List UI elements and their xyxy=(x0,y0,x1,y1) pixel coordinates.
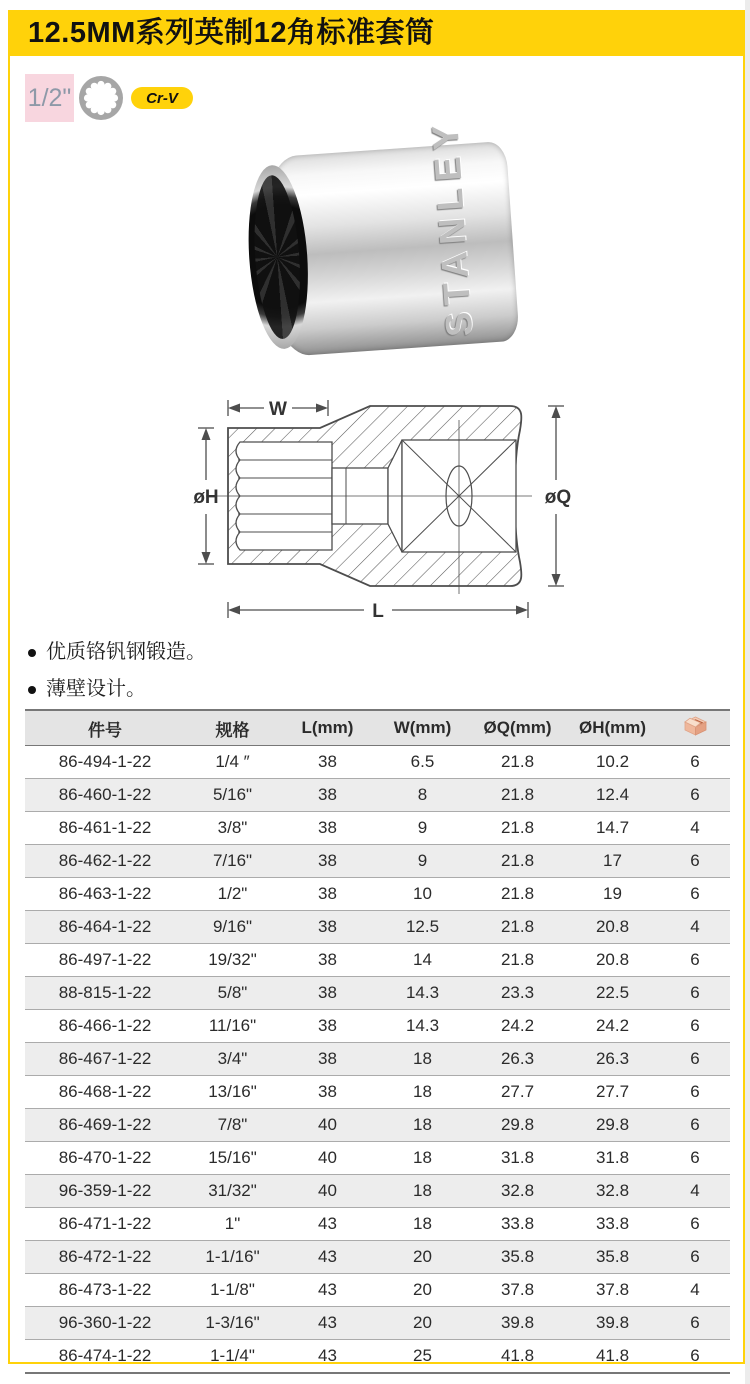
width: 18 xyxy=(375,1043,470,1076)
length: 38 xyxy=(280,878,375,911)
page-edge-strip xyxy=(745,0,750,1384)
h-diameter: 19 xyxy=(565,878,660,911)
length: 38 xyxy=(280,1010,375,1043)
q-diameter: 24.2 xyxy=(470,1010,565,1043)
part-number: 86-464-1-22 xyxy=(25,911,185,944)
part-number: 86-497-1-22 xyxy=(25,944,185,977)
width: 20 xyxy=(375,1241,470,1274)
size: 1-3/16" xyxy=(185,1307,280,1340)
table-row xyxy=(25,779,730,812)
q-diameter: 35.8 xyxy=(470,1241,565,1274)
dim-w-label: W xyxy=(269,399,287,420)
part-number: 96-360-1-22 xyxy=(25,1307,185,1340)
12-point-socket-icon xyxy=(78,75,124,121)
q-diameter: 37.8 xyxy=(470,1274,565,1307)
q-diameter: 29.8 xyxy=(470,1109,565,1142)
h-diameter: 37.8 xyxy=(565,1274,660,1307)
part-number: 86-463-1-22 xyxy=(25,878,185,911)
length: 43 xyxy=(280,1307,375,1340)
table-row xyxy=(25,1043,730,1076)
table-row xyxy=(25,746,730,779)
h-diameter: 32.8 xyxy=(565,1175,660,1208)
size: 5/8" xyxy=(185,977,280,1010)
part-number: 86-469-1-22 xyxy=(25,1109,185,1142)
h-diameter: 39.8 xyxy=(565,1307,660,1340)
header-width: W(mm) xyxy=(375,710,470,746)
h-diameter: 17 xyxy=(565,845,660,878)
drive-size-label: 1/2" xyxy=(27,83,72,112)
q-diameter: 27.7 xyxy=(470,1076,565,1109)
part-number: 86-494-1-22 xyxy=(25,746,185,779)
length: 40 xyxy=(280,1109,375,1142)
length: 38 xyxy=(280,845,375,878)
q-diameter: 39.8 xyxy=(470,1307,565,1340)
q-diameter: 33.8 xyxy=(470,1208,565,1241)
part-number: 88-815-1-22 xyxy=(25,977,185,1010)
length: 43 xyxy=(280,1340,375,1374)
dimension-diagram xyxy=(180,376,610,626)
header-length: L(mm) xyxy=(280,710,375,746)
length: 38 xyxy=(280,1043,375,1076)
table-header-row xyxy=(25,710,730,746)
dim-l-label: L xyxy=(372,601,384,622)
length: 43 xyxy=(280,1241,375,1274)
header-size: 规格 xyxy=(185,710,280,746)
table-row xyxy=(25,1307,730,1340)
q-diameter: 21.8 xyxy=(470,746,565,779)
table-row xyxy=(25,1142,730,1175)
length: 43 xyxy=(280,1274,375,1307)
width: 20 xyxy=(375,1307,470,1340)
feature-text: 优质铬钒钢锻造。 xyxy=(46,641,206,663)
pack-qty: 6 xyxy=(660,845,730,878)
size: 3/4" xyxy=(185,1043,280,1076)
h-diameter: 22.5 xyxy=(565,977,660,1010)
part-number: 86-467-1-22 xyxy=(25,1043,185,1076)
part-number: 86-471-1-22 xyxy=(25,1208,185,1241)
pack-qty: 6 xyxy=(660,1076,730,1109)
pack-qty: 6 xyxy=(660,779,730,812)
q-diameter: 31.8 xyxy=(470,1142,565,1175)
size: 3/8" xyxy=(185,812,280,845)
header-part-number: 件号 xyxy=(25,710,185,746)
part-number: 86-473-1-22 xyxy=(25,1274,185,1307)
h-diameter: 12.4 xyxy=(565,779,660,812)
table-row xyxy=(25,1175,730,1208)
pack-qty: 6 xyxy=(660,1109,730,1142)
size: 9/16" xyxy=(185,911,280,944)
h-diameter: 41.8 xyxy=(565,1340,660,1374)
product-photo xyxy=(236,116,522,363)
width: 9 xyxy=(375,845,470,878)
pack-qty: 6 xyxy=(660,1010,730,1043)
length: 40 xyxy=(280,1142,375,1175)
pack-qty: 6 xyxy=(660,944,730,977)
feature-item xyxy=(28,671,206,708)
size: 1-1/16" xyxy=(185,1241,280,1274)
table-row xyxy=(25,1109,730,1142)
size: 7/16" xyxy=(185,845,280,878)
size: 1/4 ″ xyxy=(185,746,280,779)
length: 38 xyxy=(280,911,375,944)
part-number: 86-461-1-22 xyxy=(25,812,185,845)
part-number: 86-466-1-22 xyxy=(25,1010,185,1043)
length: 38 xyxy=(280,977,375,1010)
table-row xyxy=(25,1274,730,1307)
header-q-diameter: ØQ(mm) xyxy=(470,710,565,746)
table-row xyxy=(25,977,730,1010)
header-pack-qty xyxy=(660,710,730,746)
q-diameter: 23.3 xyxy=(470,977,565,1010)
spec-table-body xyxy=(25,746,730,1374)
length: 38 xyxy=(280,779,375,812)
part-number: 86-462-1-22 xyxy=(25,845,185,878)
pack-qty: 6 xyxy=(660,977,730,1010)
width: 18 xyxy=(375,1208,470,1241)
h-diameter: 26.3 xyxy=(565,1043,660,1076)
table-row xyxy=(25,1076,730,1109)
length: 38 xyxy=(280,812,375,845)
part-number: 86-468-1-22 xyxy=(25,1076,185,1109)
feature-item xyxy=(28,634,206,671)
width: 10 xyxy=(375,878,470,911)
table-row xyxy=(25,1208,730,1241)
pack-qty: 6 xyxy=(660,1307,730,1340)
table-row xyxy=(25,1010,730,1043)
q-diameter: 21.8 xyxy=(470,911,565,944)
part-number: 86-474-1-22 xyxy=(25,1340,185,1374)
q-diameter: 32.8 xyxy=(470,1175,565,1208)
size: 5/16" xyxy=(185,779,280,812)
pack-qty: 4 xyxy=(660,1175,730,1208)
q-diameter: 21.8 xyxy=(470,812,565,845)
h-diameter: 14.7 xyxy=(565,812,660,845)
pack-qty: 6 xyxy=(660,878,730,911)
length: 43 xyxy=(280,1208,375,1241)
dim-h-label: øH xyxy=(193,487,219,508)
q-diameter: 21.8 xyxy=(470,944,565,977)
width: 9 xyxy=(375,812,470,845)
pack-qty: 6 xyxy=(660,1208,730,1241)
material-badge xyxy=(131,87,193,109)
size: 15/16" xyxy=(185,1142,280,1175)
q-diameter: 41.8 xyxy=(470,1340,565,1374)
pack-qty: 4 xyxy=(660,1274,730,1307)
table-row xyxy=(25,1241,730,1274)
size: 7/8" xyxy=(185,1109,280,1142)
h-diameter: 20.8 xyxy=(565,911,660,944)
width: 12.5 xyxy=(375,911,470,944)
pack-qty: 6 xyxy=(660,1043,730,1076)
table-row xyxy=(25,911,730,944)
size: 1-1/4" xyxy=(185,1340,280,1374)
dim-q-label: øQ xyxy=(544,487,572,508)
bullet-icon xyxy=(28,649,36,657)
h-diameter: 10.2 xyxy=(565,746,660,779)
q-diameter: 26.3 xyxy=(470,1043,565,1076)
width: 14 xyxy=(375,944,470,977)
pack-qty: 6 xyxy=(660,1142,730,1175)
width: 18 xyxy=(375,1175,470,1208)
pack-qty: 4 xyxy=(660,911,730,944)
material-label: Cr-V xyxy=(146,89,178,107)
width: 18 xyxy=(375,1142,470,1175)
length: 38 xyxy=(280,1076,375,1109)
table-row xyxy=(25,878,730,911)
width: 18 xyxy=(375,1109,470,1142)
h-diameter: 24.2 xyxy=(565,1010,660,1043)
header-h-diameter: ØH(mm) xyxy=(565,710,660,746)
carton-box-icon xyxy=(682,715,709,736)
table-row xyxy=(25,845,730,878)
width: 8 xyxy=(375,779,470,812)
q-diameter: 21.8 xyxy=(470,779,565,812)
length: 38 xyxy=(280,944,375,977)
h-diameter: 20.8 xyxy=(565,944,660,977)
width: 25 xyxy=(375,1340,470,1374)
q-diameter: 21.8 xyxy=(470,878,565,911)
feature-text: 薄壁设计。 xyxy=(46,678,146,700)
page-title: 12.5MM系列英制12角标准套筒 xyxy=(8,10,745,56)
q-diameter: 21.8 xyxy=(470,845,565,878)
length: 38 xyxy=(280,746,375,779)
table-row xyxy=(25,812,730,845)
width: 18 xyxy=(375,1076,470,1109)
part-number: 86-472-1-22 xyxy=(25,1241,185,1274)
h-diameter: 31.8 xyxy=(565,1142,660,1175)
pack-qty: 6 xyxy=(660,1241,730,1274)
width: 14.3 xyxy=(375,977,470,1010)
h-diameter: 27.7 xyxy=(565,1076,660,1109)
spec-table xyxy=(25,709,730,1374)
size: 19/32" xyxy=(185,944,280,977)
part-number: 96-359-1-22 xyxy=(25,1175,185,1208)
table-row xyxy=(25,1340,730,1374)
size: 31/32" xyxy=(185,1175,280,1208)
part-number: 86-460-1-22 xyxy=(25,779,185,812)
drive-size-badge xyxy=(25,74,74,122)
width: 6.5 xyxy=(375,746,470,779)
size: 1" xyxy=(185,1208,280,1241)
size: 1/2" xyxy=(185,878,280,911)
width: 14.3 xyxy=(375,1010,470,1043)
length: 40 xyxy=(280,1175,375,1208)
size: 13/16" xyxy=(185,1076,280,1109)
pack-qty: 6 xyxy=(660,746,730,779)
table-row xyxy=(25,944,730,977)
size: 1-1/8" xyxy=(185,1274,280,1307)
h-diameter: 33.8 xyxy=(565,1208,660,1241)
h-diameter: 35.8 xyxy=(565,1241,660,1274)
pack-qty: 4 xyxy=(660,812,730,845)
bullet-icon xyxy=(28,686,36,694)
brand-engraving: STANLEY xyxy=(424,116,481,339)
width: 20 xyxy=(375,1274,470,1307)
feature-list xyxy=(28,634,206,708)
size: 11/16" xyxy=(185,1010,280,1043)
part-number: 86-470-1-22 xyxy=(25,1142,185,1175)
h-diameter: 29.8 xyxy=(565,1109,660,1142)
pack-qty: 6 xyxy=(660,1340,730,1374)
